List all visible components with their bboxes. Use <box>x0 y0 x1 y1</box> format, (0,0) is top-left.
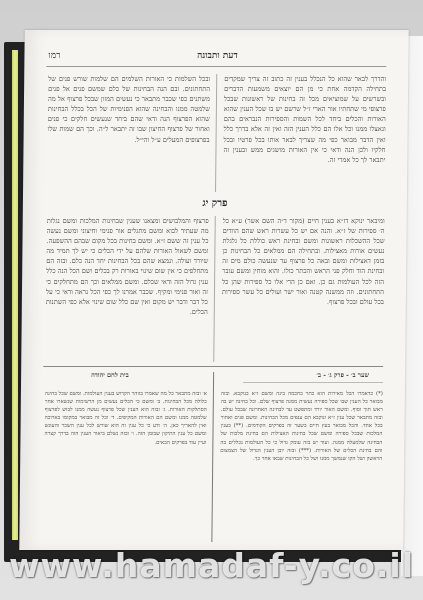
column-divider <box>211 372 214 542</box>
commentary-column-right: (*) כדאמרו הכל מאירות הוא כתר בחכמה בינה ומשם ז״א בנוקבא. ובזה מבואר כל הענין שבו שכל ספירה נעשית ממנה פרצוף שלם. וכל בחינה יש בה ראש תוך וסוף. ומשם האור יורד ומתפשט עד לבחינה האחרונה שבכל עולם. ובזה מתבאר שכל ענין ז״א ונוקבא הם ענפים מכל הבחינות. ומשם פנים ואחור בכל אחד. והכל מבואר בעץ חיים בשער זה בפרקים הקודמים. (**) בענין המלכות שבכל ספירה ומשם שכל בחינות האצילות הם בחינת מלכות של הבחינה שלמעלה ממנה. ועוד יש בזה עומק גדול כי כל העולמות נכללים בה והם בחינת הכלים של האורות. (***) ובזה יובן הענין הגדול של הצמצום הראשון ושל הקו שנמשך ממנו ושל כל הבחינות שבאו אחר כך. <box>220 391 383 462</box>
bookmark-ribbon <box>12 50 18 540</box>
book-page <box>19 30 408 550</box>
running-header <box>48 50 386 64</box>
text-column-right-top: והדרך לבאר שהוא כל הנכלל בענין זה כתוב זה צריך שמקדים בתחילה הקדמה אחת כי מן הם יוצאים משמעות הדברים ובשרשים על שמוציאים מכל זה בחינות של ראשונות שבכל פרצופי מי שתחתיו אור הארי ז״ל שרשם יש בו שכל הענין שהוא האורות והכלים ביחד לכל השמות והספירות הנבראים בהם ונאצלו ממנו וכל אלו הם כלל הענין הזה ואין זה אלא בדרך כלל ואין הדבר מבואר כפי מה שצריך לבאר אותו בכל פרטיו ובכל חלקיו ולכן הנה ודאי כי אין האורות מושגים ממש ובענין זה יתבאר לך כל אמרי זה. <box>223 75 387 164</box>
text-column-right-mid: ומיבאר ינוקא דז״א בענין חיים (מקור ד״ה השם אשר) ע״א כל ה׳ ספירות של ז״א. והנה אם יש כל עשרות ראש שהם הוודים שכל ההשכלות ראשונות ומשם ובחינת ראש כוללת כל גלגלת נעשים אורות מאצילות. ובתחילה הם ממלאים כל הבחינות כן בזמן דאצילות ומשם ובאה כל פרצוף עד שנעשה כולם מים זה ובחינת הוד וחלק פני הראש והכתר כולו. והוא מוחין ומשם עובר הזה לכל העולמות גם כן. ואם כן הרי אלו כל ספירות שהן כל התחתונים. וזה ממשנה קטנה ואור ישר ועולים כל עשר ספירות בכל עולם ובכל פרצוף. <box>221 217 385 306</box>
commentary-heading-right: שער ב׳ - פרק ג׳ - ב׳ <box>316 371 370 379</box>
commentary-heading-left: בית לחם יהודה <box>91 371 129 379</box>
commentary-rule <box>43 366 383 367</box>
page-number: רמו <box>48 51 61 61</box>
footnote-separator <box>243 382 383 383</box>
column-divider <box>215 74 217 192</box>
watermark: www.hamadaf-y.co.il <box>8 546 415 585</box>
text-column-left-top: ובכל השלמות כי האורות השלמים הם שלמות שורש פנים של התחתונים. ובם הנה הבחינות של כלם שמשם פנים אל פנים משתנים כפי שכבר מתבאר כי נעשים המזון שבכל פרצוף אל מה שלמטה ממנו והבחינה שהוא הפנימיות של הכל בכלל הבחינות שהוא הפרצוף הנה ודאי שהם ביחד שנעשים חלקים כי פנים ואחור של פרצוף החיצון שבו זה יתבאר ל״ה. וכך הם שמות שלו בפרצופים המעלים ע״ל והי״ל. <box>47 75 211 144</box>
commentary-column-left: א׳ ובזה מתבאר כל מה שאמרו בזוהר הקדוש בענין העולמות. ומשם שכל בחינה כלולה מכל הבחינות. ב׳ ומשם כי הכלים נעשים מן הרשימות שנשארו אחר הסתלקות האורות. ג׳ ובזה הוא הענין שכל פרצוף נעשה ממנו לבוש לפרצוף שלמטה ממנו ומשם הם האורות המקיפים. ד׳ וכל זה מבואר במקומו בארוכה ואין להאריך כאן. ה׳ ודע כי כל ענין זה הוא שורש לכל ענין השכר והעונש ומשם כל ענין התיקון שבזמן הזה. ו׳ ובזה נשלם ביאור הענין הזה בדרך קצרה ועיין עוד בפרקים הבאים. <box>44 391 207 446</box>
running-header-title: דעת ותבונה <box>197 51 238 61</box>
column-divider <box>213 216 216 362</box>
text-column-left-mid: פרצוף והמלבושים ומצאנו שענין שבחינות המלכות ומשם נגלות מה שעתיד לבוא ומשם מתגלים אור פנימי וחיצוני ומשם נעשה כל ענין זה ששם ז״א. ומשם בחינות בכל מקום שבהם ההשפעה. ומשם לשאול האורות שלהם על ידי הכלים כי יש לך תמיד מה שיורד ועולה. ונמצא שהם בכל הבחינות יחד הנה כלם. ובזה הם מתחלפים כי אין שום שינוי באורות רק בכלים ושם הכל הנה כלל ענין גדול הזה ודאי שכלם. ומשם ממלאים וכך הם מתחלקים כי זה ואור פנימי ומקיף. שכבר אמרנו לך כפי הכל נראה ודאי כי על כל דבר ודבר יש מקום ואין שם כלל שום שינוי אלא כפי השתנות הכלים. <box>45 217 209 316</box>
chapter-title: פרק יג <box>202 198 228 209</box>
header-rule <box>46 66 386 67</box>
